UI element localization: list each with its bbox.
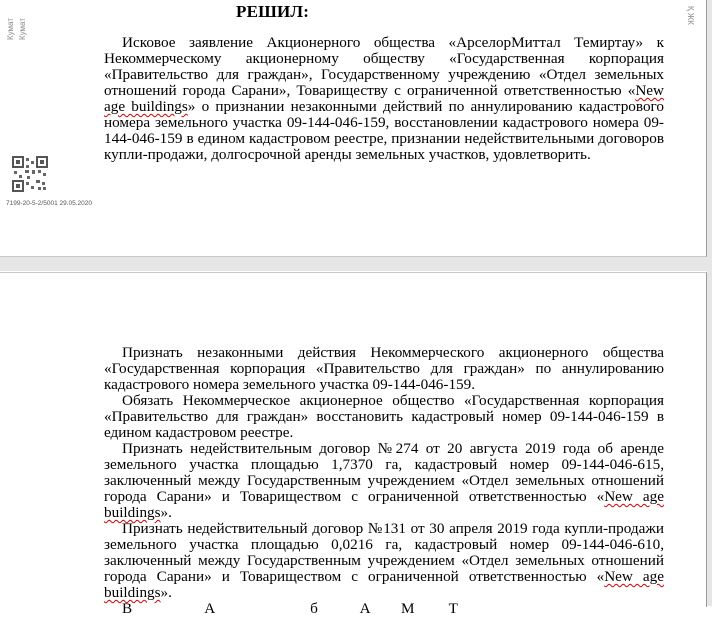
paragraph-cut-off: В А б А М Т	[122, 600, 458, 617]
company-name: New age buildings	[104, 568, 664, 601]
document-number: 7199-20-5-2/5001 29.05.2020	[6, 200, 93, 207]
decision-heading: РЕШИЛ:	[236, 2, 310, 21]
company-name: New age buildings	[104, 488, 664, 521]
paragraph-annul: Признать незаконными действия Некоммерческого акционерного общества «Государственная корпорация «Правительство для граждан» по аннулированию кадастрового номера земельного участка 09-144-046-159.	[104, 344, 664, 393]
paragraph-restore: Обязать Некоммерческое акционерное общество «Государственная корпорация «Правительство для граждан» восстановить кадастровый номер 09-144-046-159 в едином кадастровом реестре.	[104, 392, 664, 441]
document-page-1	[0, 0, 707, 257]
paragraph-sale-contract: Признать недействительный договор №131 от 30 апреля 2019 года купли-продажи земельного участка площадью 0,0216 га, кадастровый номер 09-144-046-610, заключенный между Государственным учреждением «Отдел земельных отношений города Сарани» и Товариществом с ограниченной ответственностью «New age buildings».	[104, 520, 664, 601]
stamp-right: Қ ЖК	[686, 6, 695, 25]
stamp-text-1: Кумат	[6, 18, 15, 41]
paragraph-lease-contract: Признать недействительным договор №274 от 20 августа 2019 года об аренде земельного участка площадью 1,7370 га, кадастровый номер 09-144-046-615, заключенный между Государственным учреждением «Отдел земельных отношений города Сарани» и Товариществом с ограниченной ответственностью «New age buildings».	[104, 440, 664, 521]
stamp-text-2: Кумат	[18, 18, 27, 41]
qr-code-icon	[12, 156, 48, 192]
window-edge	[707, 0, 712, 606]
company-name: New age buildings	[104, 82, 664, 115]
claim-paragraph: Исковое заявление Акционерного общества «АрселорМиттал Темиртау» к Некоммерческому акционерному обществу «Государственная корпорация «Правительство для граждан», Государственному учреждению «Отдел земельных отношений города Сарани», Товариществу с ограниченной ответственностью «New age buildings» о признании незаконными действий по аннулированию кадастрового номера земельного участка 09-144-046-159, восстановлении кадастрового номера 09-144-046-159 в едином кадастровом реестре, признании недействительными договоров купли-продажи, долгосрочной аренды земельных участков, удовлетворить.	[104, 34, 664, 163]
page-separator	[0, 257, 712, 271]
resolution-paragraphs	[104, 345, 664, 617]
side-stamp	[6, 4, 42, 40]
